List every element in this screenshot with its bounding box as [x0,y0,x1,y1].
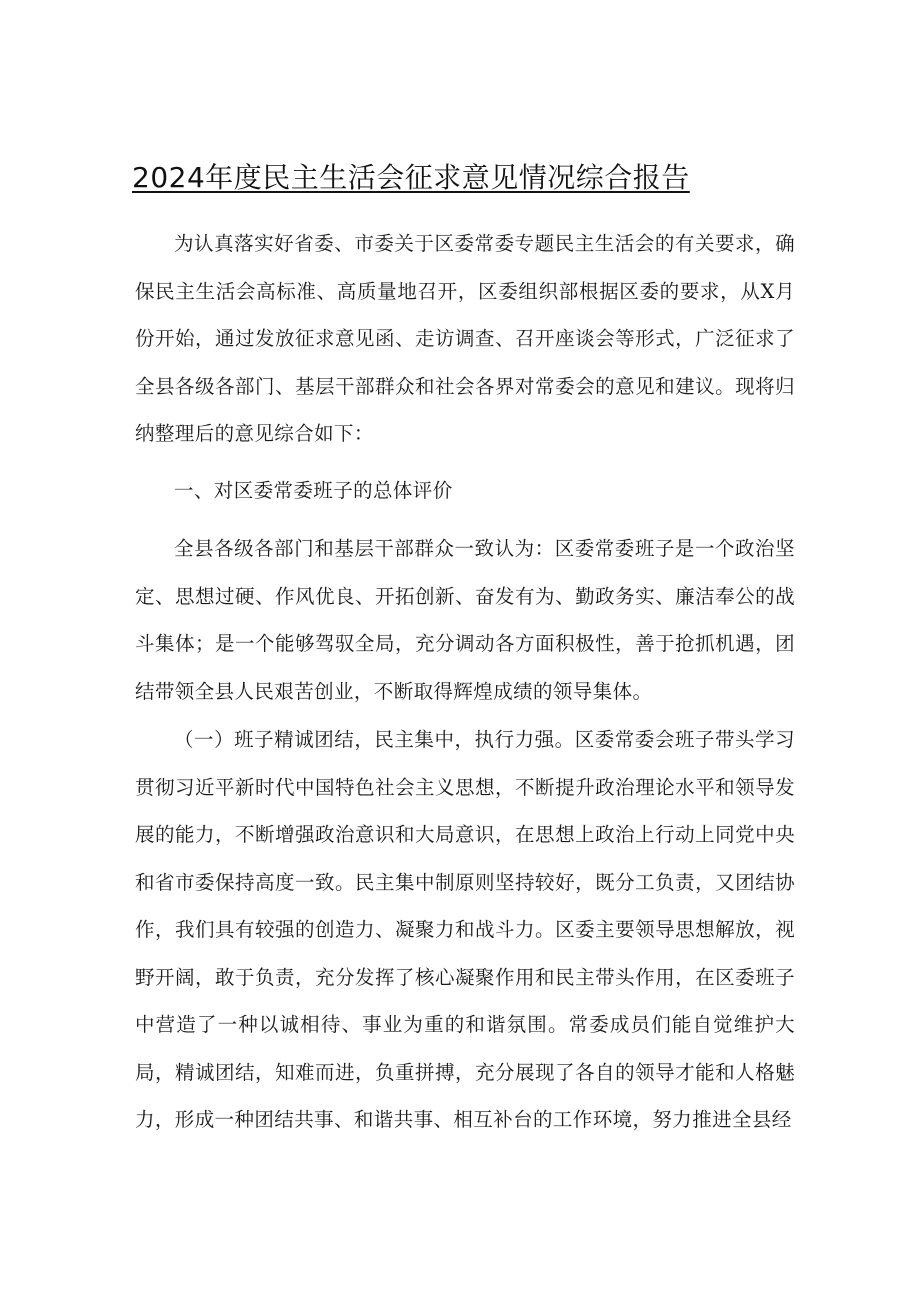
document-title: 2024年度民主生活会征求意见情况综合报告 [132,161,690,194]
subsection-text: 区委常委会班子带头学习贯彻习近平新时代中国特色社会主义思想，不断提升政治理论水平和领导发展的能力，不断增强政治意识和大局意识，在思想上政治上行动上同党中央和省市委保持高度一致。民主集中制原则坚持较好，既分工负责，又团结协作，我们具有较强的创造力、凝聚力和战斗力。区委主要领导思想解放，视野开阔，敢于负责，充分发挥了核心凝聚作用和民主带头作用，在区委班子中营造了一种以诚相待、事业为重的和谐氛围。常委成员们能自觉维护大局，精诚团结，知难而进，负重拼搏，充分展现了各自的领导才能和人格魅力，形成一种团结共事、和谐共事、相互补台的工作环境，努力推进全县经 [135,728,795,1131]
subsection-paragraph [135,716,795,1144]
intro-paragraph: 为认真落实好省委、市委关于区委常委专题民主生活会的有关要求，确保民主生活会高标准、高质量地召开，区委组织部根据区委的要求，从X月份开始，通过发放征求意见函、走访调查、召开座谈会等形式，广泛征求了全县各级各部门、基层干部群众和社会各界对常委会的意见和建议。现将归纳整理后的意见综合如下： [135,232,795,445]
evaluation-paragraph: 全县各级各部门和基层干部群众一致认为：区委常委班子是一个政治坚定、思想过硬、作风优良、开拓创新、奋发有为、勤政务实、廉洁奉公的战斗集体；是一个能够驾驭全局，充分调动各方面积极性，善于抢抓机遇，团结带领全县人民艰苦创业，不断取得辉煌成绩的领导集体。 [135,537,795,703]
subsection-heading: （一）班子精诚团结，民主集中，执行力强。 [174,728,575,751]
section-heading: 一、对区委常委班子的总体评价 [174,479,453,502]
